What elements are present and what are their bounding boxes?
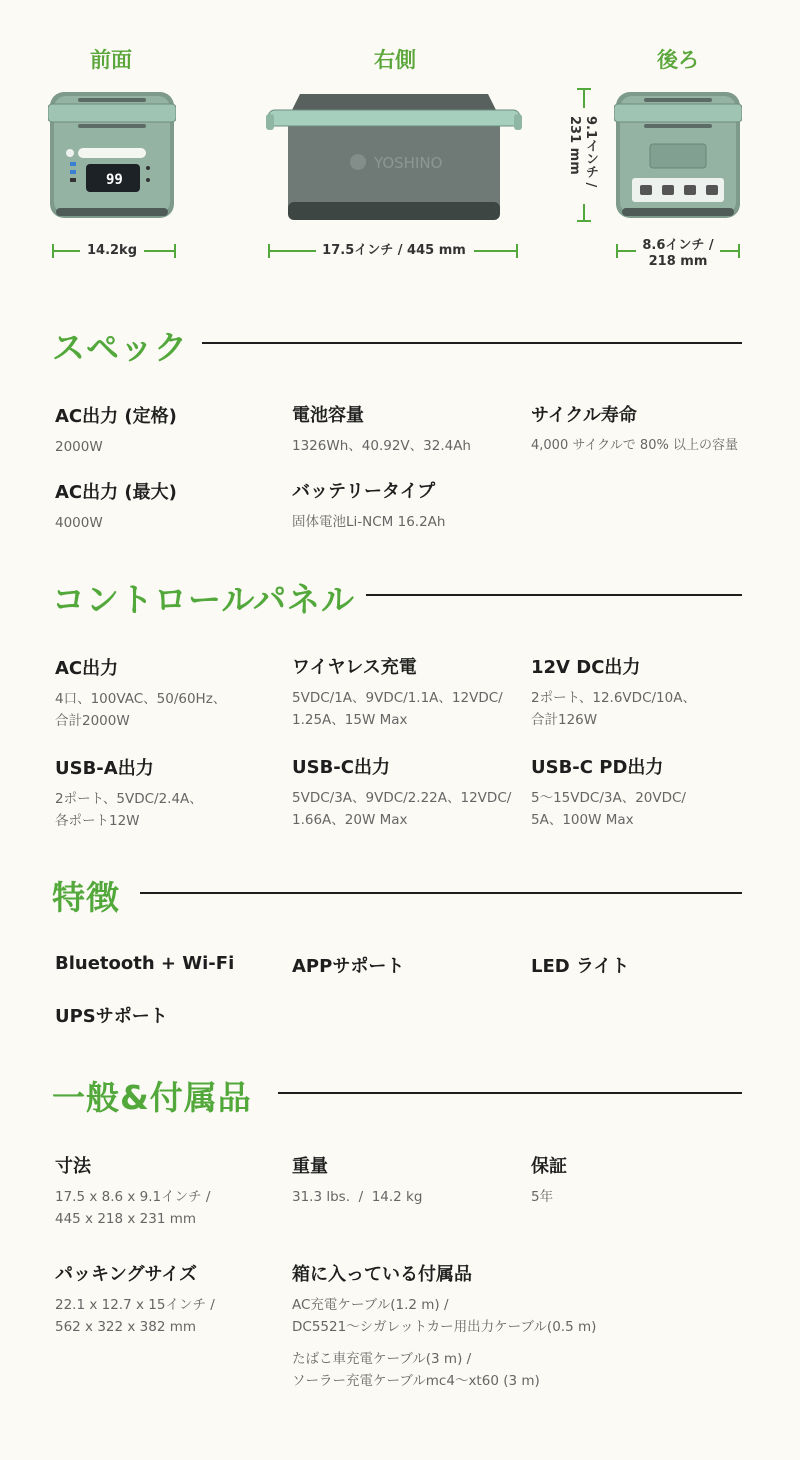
general-item-title: 保証 bbox=[531, 1156, 567, 1177]
front-weight-text: 14.2kg bbox=[86, 243, 138, 258]
spec-item-value: 1326Wh、40.92V、32.4Ah bbox=[292, 438, 471, 454]
control-item-title: ワイヤレス充電 bbox=[292, 657, 417, 678]
front-view-label: 前面 bbox=[90, 48, 132, 72]
control-item-title: USB-C PD出力 bbox=[531, 757, 664, 778]
spec-item-value: 4000W bbox=[55, 515, 103, 531]
feature-item: LED ライト bbox=[531, 956, 630, 977]
spec-item-value: 4,000 サイクルで 80% 以上の容量 bbox=[531, 438, 738, 453]
spec-section-title: スペック bbox=[52, 328, 188, 367]
back-view-image bbox=[614, 88, 742, 222]
control-section-rule bbox=[366, 594, 742, 596]
front-view-image bbox=[48, 88, 176, 222]
control-item-title: AC出力 bbox=[55, 658, 119, 679]
general-section-rule bbox=[278, 1092, 742, 1094]
general-item-title: 重量 bbox=[292, 1156, 328, 1177]
side-view-image bbox=[266, 90, 522, 222]
spec-item-value: 固体電池Li-NCM 16.2Ah bbox=[292, 514, 446, 530]
general-item-value: 5年 bbox=[531, 1189, 554, 1205]
control-item-value: 5VDC/1A、9VDC/1.1A、12VDC/ 1.25A、15W Max bbox=[292, 690, 503, 728]
features-section-title: 特徴 bbox=[52, 878, 120, 917]
spec-item-value: 2000W bbox=[55, 439, 103, 455]
side-brand-text: YOSHINO bbox=[374, 154, 443, 172]
feature-item: UPSサポート bbox=[55, 1006, 168, 1027]
control-item-title: USB-A出力 bbox=[55, 758, 154, 779]
spec-item-title: AC出力 (最大) bbox=[55, 482, 177, 503]
features-section-rule bbox=[140, 892, 742, 894]
control-item-value: 5〜15VDC/3A、20VDC/ 5A、100W Max bbox=[531, 790, 686, 828]
side-length-text: 17.5インチ / 445 mm bbox=[322, 243, 466, 258]
control-section-title: コントロールパネル bbox=[52, 580, 356, 619]
spec-item-title: バッテリータイプ bbox=[292, 481, 436, 502]
screen-value: 99 bbox=[106, 172, 123, 188]
control-item-value: 5VDC/3A、9VDC/2.22A、12VDC/ 1.66A、20W Max bbox=[292, 790, 512, 828]
spec-section-rule bbox=[202, 342, 742, 344]
general-item-value: 17.5 x 8.6 x 9.1インチ / 445 x 218 x 231 mm bbox=[55, 1189, 211, 1227]
spec-item-title: AC出力 (定格) bbox=[55, 406, 177, 427]
general-item-title: パッキングサイズ bbox=[55, 1264, 198, 1285]
side-view-label: 右側 bbox=[374, 48, 416, 72]
control-item-value: 2ポート、5VDC/2.4A、 各ポート12W bbox=[55, 791, 203, 829]
back-view-label: 後ろ bbox=[657, 48, 699, 72]
general-section-title: 一般&付属品 bbox=[52, 1078, 252, 1117]
general-item-value-2: たばこ車充電ケーブル(3 m) / ソーラー充電ケーブルmc4〜xt60 (3 m) bbox=[292, 1351, 540, 1389]
control-item-title: 12V DC出力 bbox=[531, 657, 641, 678]
feature-item: Bluetooth + Wi-Fi bbox=[55, 953, 235, 974]
general-item-value: 22.1 x 12.7 x 15インチ / 562 x 322 x 382 mm bbox=[55, 1297, 215, 1335]
control-item-value: 2ポート、12.6VDC/10A、 合計126W bbox=[531, 690, 696, 728]
feature-item: APPサポート bbox=[292, 956, 405, 977]
back-width-text: 8.6インチ / 218 mm bbox=[642, 238, 714, 269]
control-item-title: USB-C出力 bbox=[292, 757, 390, 778]
general-item-value: 31.3 lbs. / 14.2 kg bbox=[292, 1189, 423, 1205]
spec-item-title: サイクル寿命 bbox=[531, 405, 637, 426]
general-item-title: 箱に入っている付属品 bbox=[292, 1264, 472, 1285]
spec-item-title: 電池容量 bbox=[292, 405, 364, 426]
back-height-text: 9.1インチ / 231 mm bbox=[567, 116, 598, 188]
general-item-title: 寸法 bbox=[55, 1156, 91, 1177]
control-item-value: 4口、100VAC、50/60Hz、 合計2000W bbox=[55, 691, 227, 729]
general-item-value: AC充電ケーブル(1.2 m) / DC5521〜シガレットカー用出力ケーブル(0.5 m) bbox=[292, 1297, 597, 1335]
